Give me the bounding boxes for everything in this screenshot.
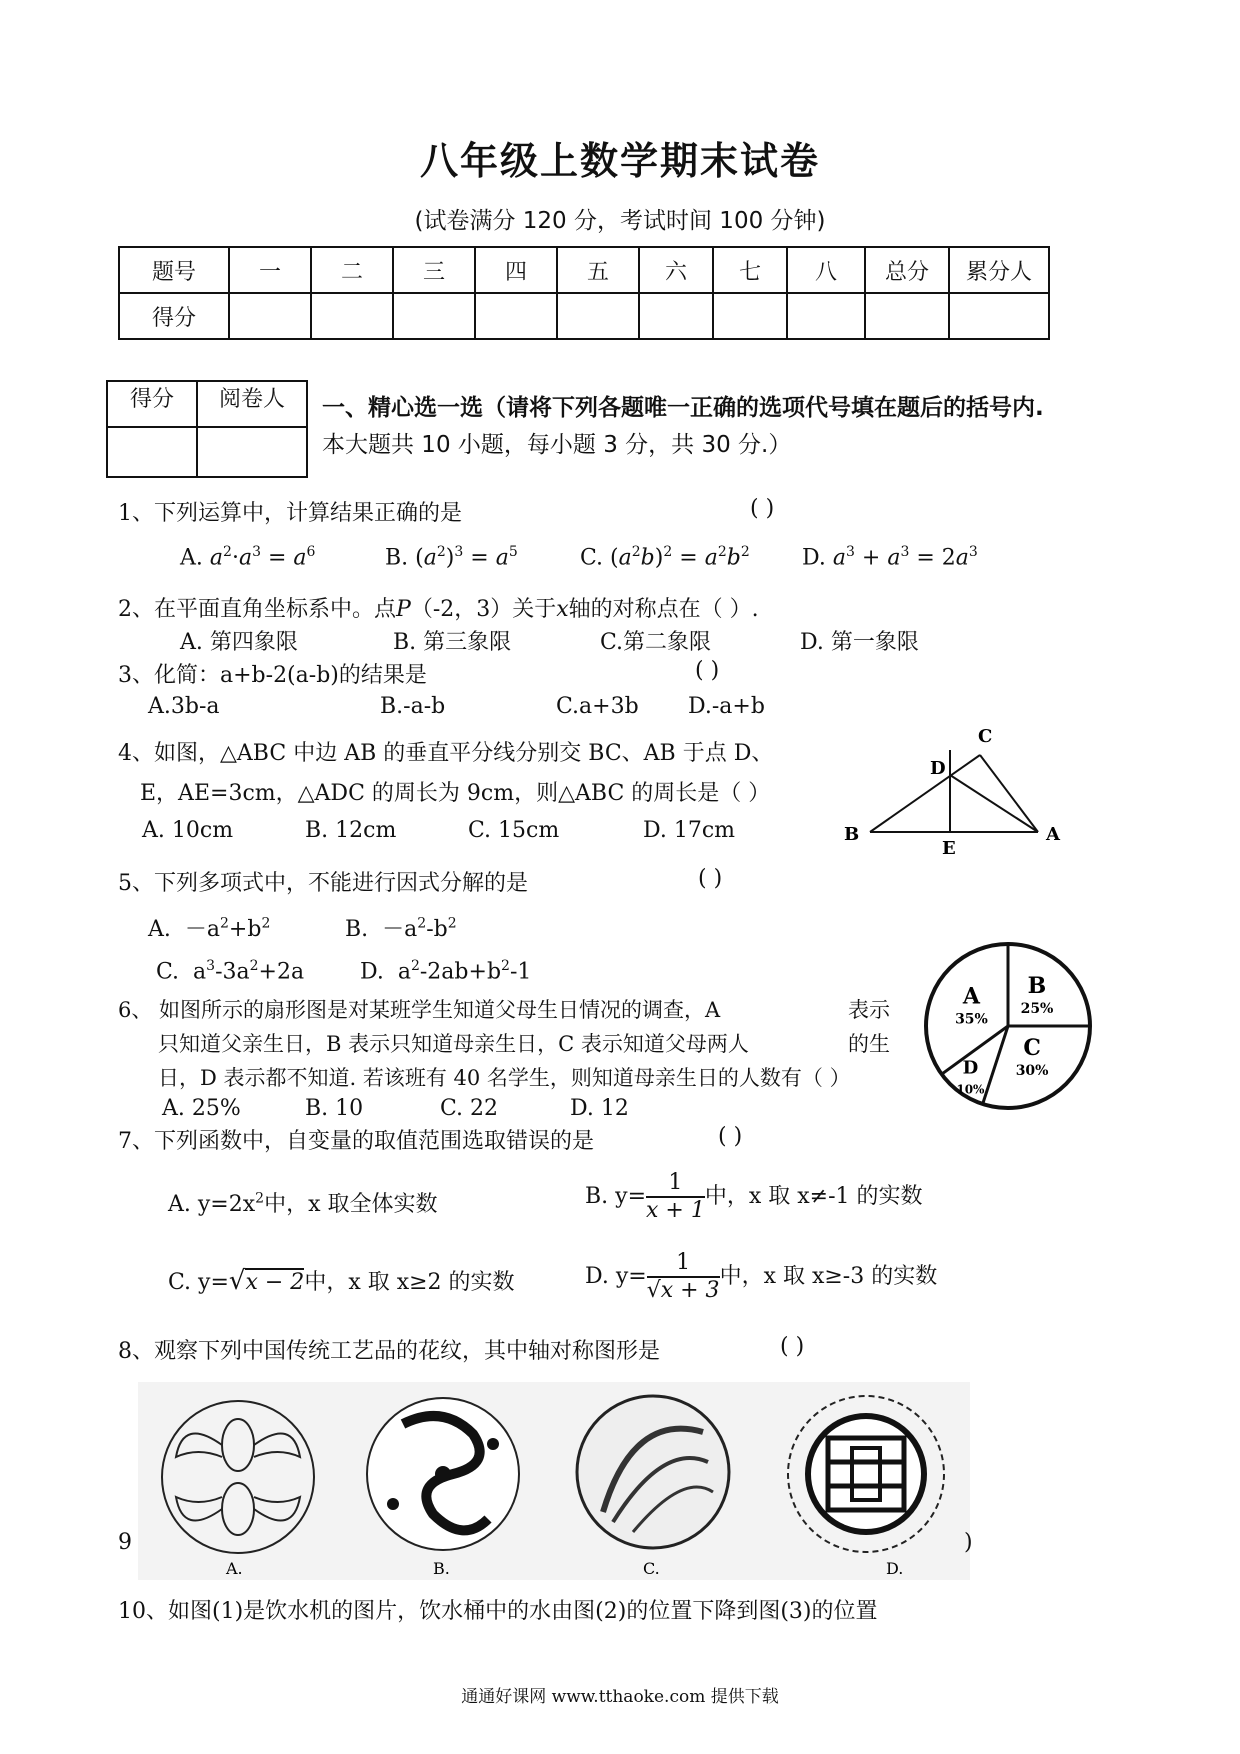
q8-patterns-svg [138,1382,970,1580]
q7-a-pre: A. y=2x [168,1192,256,1217]
q1-option-d-label: D. [802,545,826,571]
grader-reviewer-label: 阅卷人 [197,381,307,427]
q7-option-d [585,1250,937,1304]
pie-label-b: B [1027,973,1047,1000]
q1-option-b: B. $(a^2)^3 = a^5$ [385,544,518,571]
q7-answer-bracket[interactable]: ( ) [718,1124,743,1149]
page-title: 八年级上数学期末试卷 [419,139,820,183]
score-cell-4[interactable] [475,293,557,339]
pie-pct-a: 35% [955,1011,988,1028]
q2-stem [118,592,759,623]
segment-da [950,775,1038,832]
q4-line2: E，AE=3cm，△ADC 的周长为 9cm，则△ABC 的周长是（ ） [140,781,771,806]
q2-option-a: A. 第四象限 [180,630,298,655]
q6-pie-chart [918,936,1098,1116]
q6-option-c: C. 22 [440,1096,499,1121]
q7-d-pre: D. y= [585,1264,647,1289]
score-header-8: 八 [787,247,865,293]
label-d: D [930,758,946,779]
q7-b-numerator: 1 [646,1170,705,1198]
score-cell-1[interactable] [229,293,311,339]
q1-option-a-label: A. [180,545,203,571]
q8-answer-bracket[interactable]: ( ) [780,1334,805,1359]
q2-stem-text: 2、在平面直角坐标系中。点 [118,597,396,622]
pattern-d-label: D. [886,1559,904,1578]
score-header-5: 五 [557,247,639,293]
pattern-c-swirl [577,1396,729,1548]
q5-option-c: C. $a^3-3a^2+2a$ [156,958,305,985]
score-cell-10[interactable] [949,293,1049,339]
score-cell-8[interactable] [787,293,865,339]
pattern-b-label: B. [433,1559,450,1578]
score-header-10: 累分人 [949,247,1049,293]
q5-stem: 5、下列多项式中，不能进行因式分解的是 [118,871,528,896]
q8-patterns-panel [138,1382,970,1580]
score-header-7: 七 [713,247,787,293]
q7-c-sqrt-sign: √ [228,1266,246,1296]
label-b: B [844,824,860,845]
q1-option-c: C. $(a^2b)^2 = a^2b^2$ [580,544,750,571]
q3-option-c: C.a+3b [556,694,639,719]
q7-option-a: A. $y=2x^2$中，x 取全体实数 [168,1190,438,1217]
score-cell-2[interactable] [311,293,393,339]
score-table-score-row [119,293,1049,339]
q8-stem: 8、观察下列中国传统工艺品的花纹，其中轴对称图形是 [118,1339,660,1364]
q5-answer-bracket[interactable]: ( ) [698,866,723,891]
grader-score-cell[interactable] [107,427,197,477]
q2-coords: （-2，3）关于 [410,597,557,622]
segment-ca [980,755,1038,832]
score-header-4: 四 [475,247,557,293]
pattern-a-label: A. [226,1559,243,1578]
q7-b-pre: B. y= [585,1184,647,1209]
exam-subtitle: (试卷满分 120 分，考试时间 100 分钟) [414,208,826,234]
q2-option-c: C.第二象限 [600,630,712,655]
q7-d-numerator: 1 [647,1250,720,1278]
q5-option-d: D. $a^2-2ab+b^2-1$ [360,958,532,985]
q9-number: 9 [118,1530,132,1555]
q6-line1-tail: 表示 [848,998,890,1022]
score-header-2: 二 [311,247,393,293]
q6-option-d: D. 12 [570,1096,629,1121]
q2-axis: x [556,597,569,622]
score-cell-6[interactable] [639,293,713,339]
q3-answer-bracket[interactable]: ( ) [695,658,720,683]
q7-c-post: 中，x 取 x≥2 的实数 [304,1270,515,1295]
score-header-9: 总分 [865,247,949,293]
q6-option-b: B. 10 [305,1096,364,1121]
pattern-b-dragons [367,1398,519,1550]
score-header-3: 三 [393,247,475,293]
pie-label-a: A [962,983,981,1010]
grader-reviewer-cell[interactable] [197,427,307,477]
q6-line2: 只知道父亲生日，B 表示只知道母亲生日，C 表示知道父母两人 [158,1032,749,1056]
q10-line1: 10、如图(1)是饮水机的图片，饮水桶中的水由图(2)的位置下降到图(3)的位置 [118,1599,878,1624]
segment-bc [870,755,980,832]
q7-d-denominator: √x + 3 [646,1278,720,1303]
q7-b-post: 中，x 取 x≠-1 的实数 [704,1184,923,1209]
score-cell-7[interactable] [713,293,787,339]
score-cell-3[interactable] [393,293,475,339]
page-footer: 通通好课网 www.tthaoke.com 提供下载 [461,1687,779,1707]
score-header-6: 六 [639,247,713,293]
label-a: A [1046,824,1060,845]
q3-option-b: B.-a-b [380,694,446,719]
q2-rest: 轴的对称点在（ ）. [568,597,759,622]
q2-point: P [396,597,411,622]
q4-option-a: A. 10cm [142,818,234,843]
q7-b-denominator: x + 1 [646,1198,705,1223]
q7-d-fraction [647,1250,720,1304]
q1-stem: 1、下列运算中，计算结果正确的是 [118,501,462,526]
q1-option-b-label: B. [385,545,409,571]
score-table [118,246,1050,340]
label-e: E [942,838,956,859]
q7-d-post: 中，x 取 x≥-3 的实数 [719,1264,938,1289]
section1-heading-line2: 本大题共 10 小题，每小题 3 分，共 30 分.） [322,432,792,458]
q7-b-fraction [646,1170,705,1224]
q7-a-post: 中，x 取全体实数 [264,1192,438,1217]
pattern-c-label: C. [643,1559,660,1578]
q3-option-d: D.-a+b [688,694,765,719]
q1-option-c-label: C. [580,545,604,571]
q4-option-c: C. 15cm [468,818,560,843]
q6-line2-tail: 的生 [848,1032,890,1056]
q7-option-c [168,1265,515,1296]
q4-option-b: B. 12cm [305,818,397,843]
q9-tail: ) [964,1530,973,1555]
pie-label-c: C [1023,1035,1041,1062]
label-c: C [978,726,993,747]
q4-option-d: D. 17cm [643,818,736,843]
q6-line3: 日，D 表示都不知道. 若该班有 40 名学生，则知道母亲生日的人数有（ ） [158,1066,851,1090]
score-header-1: 一 [229,247,311,293]
pattern-a-bats [162,1401,314,1553]
grader-table [106,380,308,478]
score-cell-9[interactable] [865,293,949,339]
score-cell-5[interactable] [557,293,639,339]
score-row-label: 得分 [119,293,229,339]
pie-pct-c: 30% [1015,1063,1049,1080]
score-header-0: 题号 [119,247,229,293]
pattern-d-symbol [788,1396,944,1552]
score-table-header-row [119,247,1049,293]
q7-c-pre: C. y= [168,1270,229,1295]
q4-line1: 4、如图，△ABC 中边 AB 的垂直平分线分别交 BC、AB 于点 D、 [118,741,774,766]
q6-option-a: A. 25% [162,1096,241,1121]
q1-option-d: D. $a^3 + a^3 = 2a^3$ [802,544,978,571]
q5-option-b: B. $-a^2-b^2$ [345,915,457,942]
q3-option-a: A.3b-a [148,694,220,719]
q1-option-a: A. $a^2\cdot a^3 = a^6$ [180,544,316,571]
q2-option-d: D. 第一象限 [800,630,919,655]
grader-score-label: 得分 [107,381,197,427]
q7-c-radicand: x − 2 [245,1270,305,1295]
q3-stem: 3、化简：a+b-2(a-b)的结果是 [118,663,427,688]
q7-stem: 7、下列函数中，自变量的取值范围选取错误的是 [118,1129,594,1154]
q6-line1: 6、 如图所示的扇形图是对某班学生知道父母生日情况的调查，A [118,998,721,1022]
q2-option-b: B. 第三象限 [393,630,512,655]
q5-option-a: A. $-a^2+b^2$ [148,915,271,942]
q4-triangle-figure [830,720,1080,860]
q1-answer-bracket[interactable]: ( ) [750,496,775,521]
q7-option-b [585,1170,923,1224]
pie-pct-b: 25% [1020,1001,1054,1018]
pie-pct-d: 10% [956,1082,985,1097]
section1-heading-line1: 一、精心选一选（请将下列各题唯一正确的选项代号填在题后的括号内. [322,395,1044,421]
pie-label-d: D [962,1057,979,1079]
